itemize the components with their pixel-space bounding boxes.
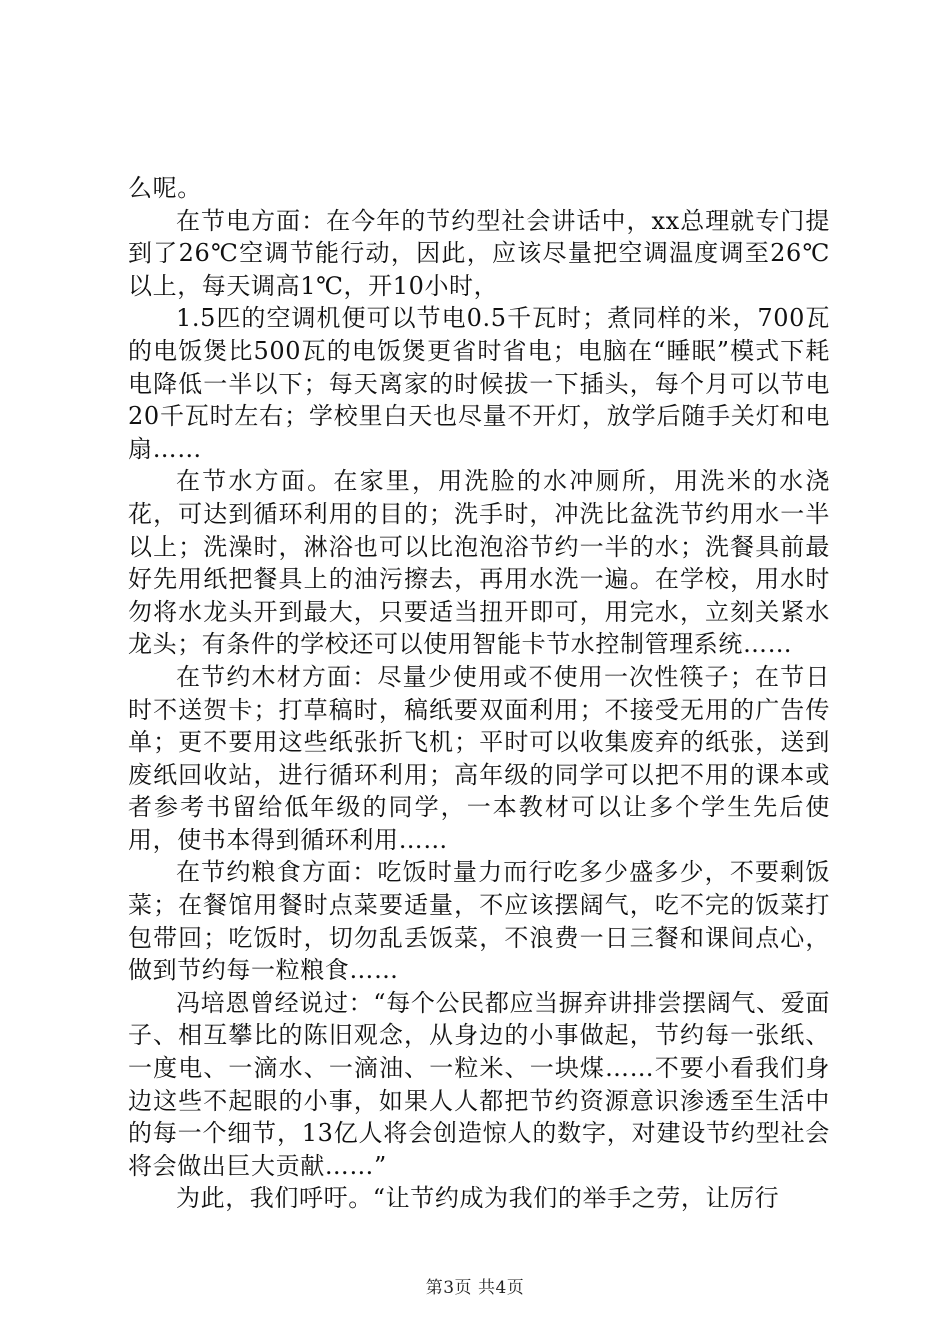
paragraph-quote: 冯培恩曾经说过：“每个公民都应当摒弃讲排尝摆阔气、爱面子、相互攀比的陈旧观念，从身边的小事做起，节约每一张纸、一度电、一滴水、一滴油、一粒米、一块煤……不要小看我们身边这些不起眼的小事，如果人人都把节约资源意识渗透至生活中的每一个细节，13亿人将会创造惊人的数字，对建设节约型社会将会做出巨大贡献……” xyxy=(128,988,830,1180)
page-indicator: 第3页 共4页 xyxy=(425,1278,525,1298)
paragraph-electricity-details: 1.5匹的空调机便可以节电0.5千瓦时；煮同样的米，700瓦的电饭煲比500瓦的电饭煲更省时省电；电脑在“睡眠”模式下耗电降低一半以下；每天离家的时候拔一下插头，每个月可以节电20千瓦时左右；学校里白天也尽量不开灯，放学后随手关灯和电扇…… xyxy=(128,304,830,463)
paragraph-electricity-saving: 在节电方面：在今年的节约型社会讲话中，xx总理就专门提到了26℃空调节能行动，因此，应该尽量把空调温度调至26℃以上，每天调高1℃，开10小时， xyxy=(128,206,830,300)
paragraph-water-saving: 在节水方面。在家里，用洗脸的水冲厕所，用洗米的水浇花，可达到循环利用的目的；洗手时，冲洗比盆洗节约用水一半以上；洗澡时，淋浴也可以比泡泡浴节约一半的水；洗餐具前最好先用纸把餐具上的油污擦去，再用水洗一遍。在学校，用水时勿将水龙头开到最大，只要适当扭开即可，用完水，立刻关紧水龙头；有条件的学校还可以使用智能卡节水控制管理系统…… xyxy=(128,467,830,659)
document-body xyxy=(128,172,830,1215)
paragraph-continuation: 么呢。 xyxy=(128,174,202,202)
page-footer xyxy=(0,1273,950,1298)
paragraph-food-saving: 在节约粮食方面：吃饭时量力而行吃多少盛多少，不要剩饭菜；在餐馆用餐时点菜要适量，不应该摆阔气，吃不完的饭菜打包带回；吃饭时，切勿乱丢饭菜，不浪费一日三餐和课间点心，做到节约每一粒粮食…… xyxy=(128,858,830,985)
paragraph-wood-saving: 在节约木材方面：尽量少使用或不使用一次性筷子；在节日时不送贺卡；打草稿时，稿纸要双面利用；不接受无用的广告传单；更不要用这些纸张折飞机；平时可以收集废弃的纸张，送到废纸回收站，进行循环利用；高年级的同学可以把不用的课本或者参考书留给低年级的同学，一本教材可以让多个学生先后使用，使书本得到循环利用…… xyxy=(128,662,830,854)
paragraph-appeal: 为此，我们呼吁。“让节约成为我们的举手之劳，让厉行 xyxy=(176,1184,780,1213)
